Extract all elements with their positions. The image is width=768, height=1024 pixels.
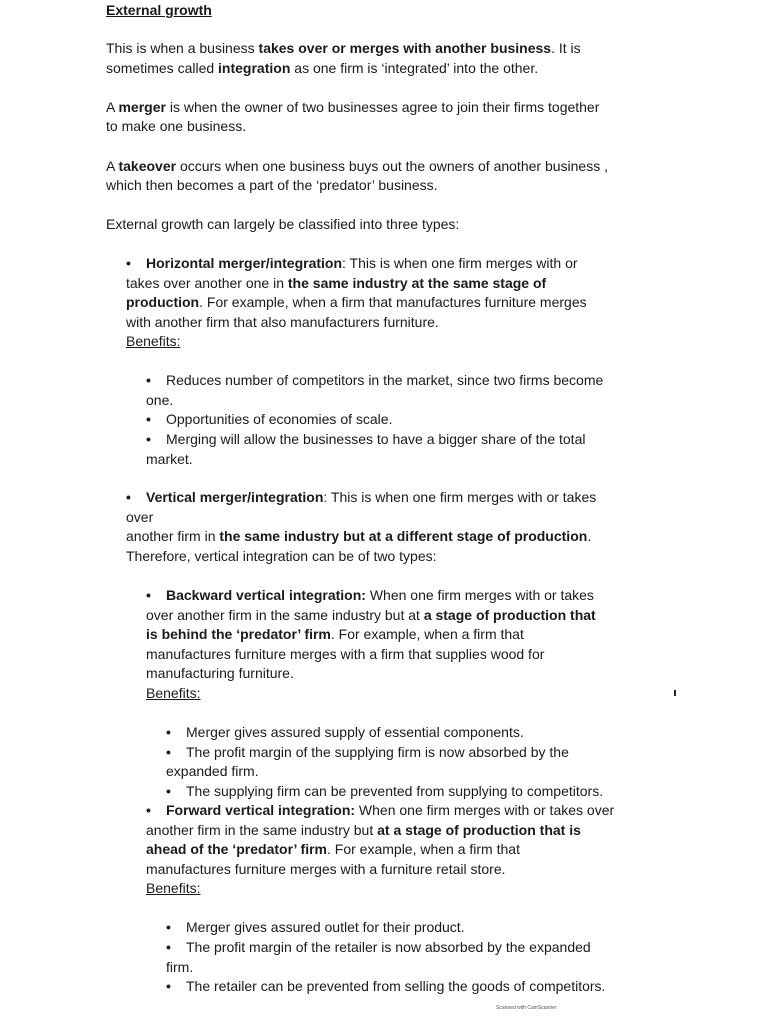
backward-line-5: manufacturing furniture.	[146, 665, 294, 681]
backward-heading	[146, 586, 594, 605]
text: A	[106, 99, 119, 115]
text-bold: ahead of the ‘predator’ firm	[146, 841, 327, 857]
forward-benefit-2	[166, 938, 591, 957]
backward-line-3	[146, 625, 524, 644]
merger-line-1	[106, 98, 599, 117]
text-bold: integration	[218, 60, 291, 76]
forward-line-3	[146, 840, 520, 859]
horizontal-line-2	[126, 274, 546, 293]
text-bold: Vertical merger/integration	[146, 489, 324, 505]
vertical-line-3	[126, 527, 591, 546]
text-bold: Forward vertical integration:	[166, 802, 356, 818]
takeover-line-2: which then becomes a part of the ‘predator’ business.	[106, 177, 438, 193]
horizontal-benefit-1-cont: one.	[146, 392, 174, 408]
types-intro: External growth can largely be classified into three types:	[106, 216, 460, 232]
intro-line-1	[106, 39, 581, 58]
text-bold: Horizontal merger/integration	[146, 255, 343, 271]
text: as one firm is ‘integrated’ into the other.	[290, 60, 539, 76]
text-bold: takes over or merges with another business	[258, 40, 552, 56]
forward-benefits-label: Benefits:	[146, 880, 201, 896]
pen-mark	[674, 690, 676, 696]
backward-line-2	[146, 606, 596, 625]
forward-benefit-3	[166, 977, 605, 996]
scanner-watermark: Scanned with CamScanner	[496, 1005, 557, 1011]
text: Opportunities of economies of scale.	[166, 411, 393, 427]
text: .	[587, 528, 592, 544]
horizontal-benefits-label: Benefits:	[126, 333, 181, 349]
text: The retailer can be prevented from selling the goods of competitors.	[186, 978, 606, 994]
horizontal-benefit-3-cont: market.	[146, 451, 193, 467]
takeover-line-1	[106, 157, 608, 176]
text-bold: Backward vertical integration:	[166, 587, 366, 603]
backward-benefit-1	[166, 723, 524, 742]
text: another firm in the same industry but	[146, 822, 378, 838]
text: occurs when one business buys out the owners of another business ,	[176, 158, 608, 174]
backward-benefit-2	[166, 743, 569, 762]
text-bold: is behind the ‘predator’ firm	[146, 626, 331, 642]
text: Merger gives assured outlet for their product.	[186, 919, 465, 935]
text: The profit margin of the supplying firm is now absorbed by the	[186, 744, 569, 760]
text-bold: at a stage of production that is	[377, 822, 581, 838]
horizontal-line-3	[126, 293, 587, 312]
text-bold: production	[126, 294, 200, 310]
forward-heading	[146, 801, 614, 820]
forward-line-2	[146, 821, 581, 840]
text-bold: the same industry but at a different stage of production	[219, 528, 588, 544]
page-title: External growth	[106, 2, 212, 18]
text: The supplying firm can be prevented from supplying to competitors.	[186, 783, 604, 799]
text: When one firm merges with or takes over	[355, 802, 615, 818]
forward-line-4: manufactures furniture merges with a furniture retail store.	[146, 861, 506, 877]
horizontal-benefit-3	[146, 430, 585, 449]
text: over another firm in the same industry but at	[146, 607, 424, 623]
vertical-heading	[126, 488, 596, 507]
text: : This is when one firm merges with or	[342, 255, 578, 271]
text: : This is when one firm merges with or takes	[323, 489, 597, 505]
forward-benefit-2-cont: firm.	[166, 959, 194, 975]
text: This is when a business	[106, 40, 259, 56]
text-bold: a stage of production that	[423, 607, 596, 623]
horizontal-benefit-2	[146, 410, 392, 429]
text: another firm in	[126, 528, 220, 544]
horizontal-line-4: with another firm that also manufacturers furniture.	[126, 314, 439, 330]
text-bold: merger	[118, 99, 166, 115]
horizontal-benefit-1	[146, 371, 603, 390]
text: . For example, when a firm that	[330, 626, 524, 642]
backward-benefit-2-cont: expanded firm.	[166, 763, 259, 779]
text-bold: the same industry at the same stage of	[287, 275, 547, 291]
horizontal-heading	[126, 254, 578, 273]
text: The profit margin of the retailer is now absorbed by the expanded	[186, 939, 591, 955]
text: Merging will allow the businesses to have a bigger share of the total	[166, 431, 586, 447]
text: When one firm merges with or takes	[365, 587, 594, 603]
text: is when the owner of two businesses agree to join their firms together	[165, 99, 600, 115]
forward-benefit-1	[166, 918, 465, 937]
text: Reduces number of competitors in the market, since two firms become	[166, 372, 604, 388]
text: . It is	[551, 40, 581, 56]
text-bold: takeover	[118, 158, 177, 174]
backward-benefits-label: Benefits:	[146, 685, 201, 701]
intro-line-2	[106, 59, 538, 78]
text: A	[106, 158, 119, 174]
text: . For example, when a firm that	[327, 841, 520, 857]
backward-benefit-3	[166, 782, 603, 801]
text: sometimes called	[106, 60, 219, 76]
backward-line-4: manufactures furniture merges with a firm that supplies wood for	[146, 646, 545, 662]
text: Merger gives assured supply of essential components.	[186, 724, 524, 740]
merger-line-2: to make one business.	[106, 118, 247, 134]
vertical-line-4: Therefore, vertical integration can be of two types:	[126, 548, 437, 564]
text: . For example, when a firm that manufactures furniture merges	[199, 294, 587, 310]
text: takes over another one in	[126, 275, 288, 291]
vertical-line-2: over	[126, 509, 154, 525]
